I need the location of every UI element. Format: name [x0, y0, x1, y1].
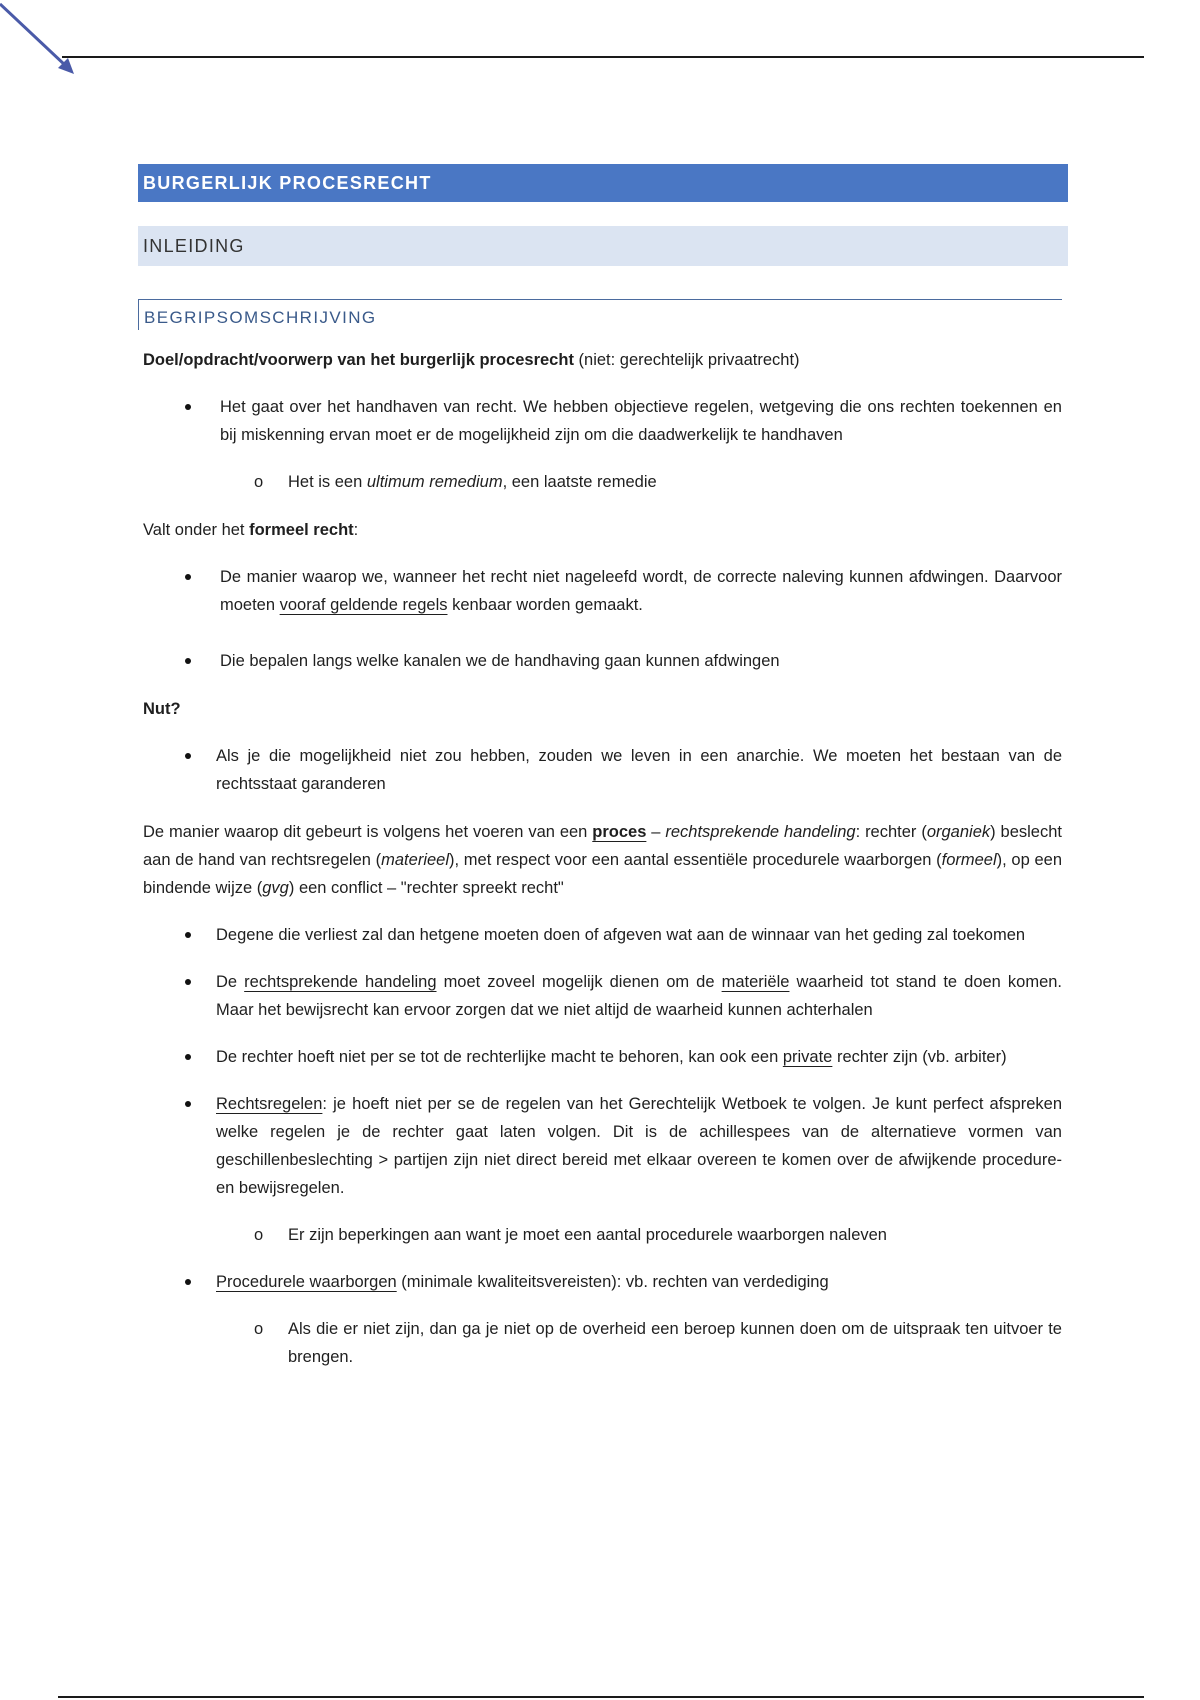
text: :: [353, 521, 359, 539]
italic-text: ultimum remedium: [366, 473, 503, 491]
bold-text: formeel recht: [249, 521, 354, 539]
text: moet zoveel mogelijk dienen om de: [436, 973, 722, 991]
italic-text: formeel: [941, 851, 997, 869]
text: (minimale kwaliteitsvereisten): vb. rechten van verdediging: [396, 1273, 829, 1291]
underlined-text: Rechtsregelen: [216, 1095, 323, 1113]
text: : rechter (: [855, 823, 927, 841]
sub-bullet-item: [143, 1221, 1062, 1249]
bullet-item: [143, 1090, 1062, 1202]
sub-bullet-marker: o: [254, 473, 264, 491]
text: Het gaat over het handhaven van recht. We hebben objectieve regelen, wetgeving die ons rechten toekennen en bij miskenning ervan moet er de mogelijkheid zijn om die daadwerkelijk te handhaven: [220, 398, 1062, 444]
text: waarheid tot stand te doen komen. Maar het bewijsrecht kan ervoor zorgen dat we niet altijd de waarheid kunnen achterhalen: [216, 973, 1063, 1019]
text: Die bepalen langs welke kanalen we de handhaving gaan kunnen afdwingen: [220, 652, 780, 670]
sub-bullet-item: [143, 1315, 1062, 1371]
text: Als je die mogelijkheid niet zou hebben, zouden we leven in een anarchie. We moeten het bestaan van de rechtsstaat garanderen: [216, 747, 1062, 793]
paragraph-nut: Nut?: [143, 700, 181, 718]
text: ) een conflict – "rechter spreekt recht": [288, 879, 564, 897]
text: De rechter hoeft niet per se tot de rechterlijke macht te behoren, kan ook een: [216, 1048, 783, 1066]
bold-text: Doel/opdracht/voorwerp van het burgerlijk procesrecht: [143, 351, 574, 369]
heading-2: INLEIDING: [138, 226, 1068, 266]
italic-text: materieel: [381, 851, 450, 869]
underlined-bold-text: proces: [592, 823, 647, 841]
text: rechter zijn (vb. arbiter): [832, 1048, 1007, 1066]
underlined-text: Procedurele waarborgen: [216, 1273, 397, 1291]
text: ), op een bindende wijze (: [143, 851, 1062, 897]
text: Degene die verliest zal dan hetgene moeten doen of afgeven wat aan de winnaar van het geding zal toekomen: [216, 926, 1026, 944]
paragraph-proces: [143, 818, 1062, 902]
bullet-item: [143, 968, 1062, 1024]
italic-text: organiek: [926, 823, 991, 841]
corner-arrow-icon: [0, 0, 90, 90]
bullet-item: [143, 742, 1062, 798]
underlined-text: private: [782, 1048, 833, 1066]
sub-bullet-item: [143, 468, 1062, 496]
text: Er zijn beperkingen aan want je moet een aantal procedurele waarborgen naleven: [288, 1226, 887, 1244]
footer-rule: [58, 1696, 1144, 1698]
text: Als die er niet zijn, dan ga je niet op de overheid een beroep kunnen doen om de uitspraak ten uitvoer te brengen.: [288, 1320, 1062, 1366]
paragraph-doel: [143, 346, 1062, 374]
sub-bullet-marker: o: [254, 1320, 264, 1338]
heading-1: BURGERLIJK PROCESRECHT: [138, 164, 1068, 202]
bullet-item: [143, 921, 1062, 949]
text: ) beslecht aan de hand van rechtsregelen (: [143, 823, 1062, 869]
header-rule: [62, 56, 1144, 58]
text: De manier waarop dit gebeurt is volgens het voeren van een: [143, 823, 593, 841]
italic-text: rechtsprekende handeling: [665, 823, 856, 841]
text: Het is een: [288, 473, 367, 491]
bullet-item: [143, 1268, 1062, 1296]
underlined-text: materiële: [721, 973, 790, 991]
document-body: [143, 164, 1062, 1371]
text: De manier waarop we, wanneer het recht niet nageleefd wordt, de correcte naleving kunnen afdwingen. Daarvoor moeten: [220, 568, 1062, 614]
bullet-item: [143, 393, 1062, 449]
text: : je hoeft niet per se de regelen van het Gerechtelijk Wetboek te volgen. Je kunt perfect afspreken welke regelen je de rechter gaat laten volgen. Dit is de achillespees van de alternatieve vormen van geschillenbeslechting > partijen zijn niet direct bereid met elkaar overeen te komen over de afwijkende procedure- en bewijsregelen.: [216, 1095, 1062, 1197]
bullet-item: [143, 563, 1062, 619]
text: (niet: gerechtelijk privaatrecht): [573, 351, 800, 369]
text: Valt onder het: [143, 521, 250, 539]
sub-bullet-marker: o: [254, 1226, 264, 1244]
text: De: [216, 973, 245, 991]
italic-text: gvg: [262, 879, 289, 897]
text: ), met respect voor een aantal essentiële procedurele waarborgen (: [449, 851, 942, 869]
heading-3: BEGRIPSOMSCHRIJVING: [138, 299, 1062, 330]
text: , een laatste remedie: [502, 473, 657, 491]
text: kenbaar worden gemaakt.: [447, 596, 643, 614]
text: –: [646, 823, 666, 841]
bullet-item: [143, 1043, 1062, 1071]
paragraph-formeel: [143, 516, 1062, 544]
bullet-item: [143, 647, 1062, 675]
underlined-text: vooraf geldende regels: [279, 596, 448, 614]
underlined-text: rechtsprekende handeling: [244, 973, 437, 991]
